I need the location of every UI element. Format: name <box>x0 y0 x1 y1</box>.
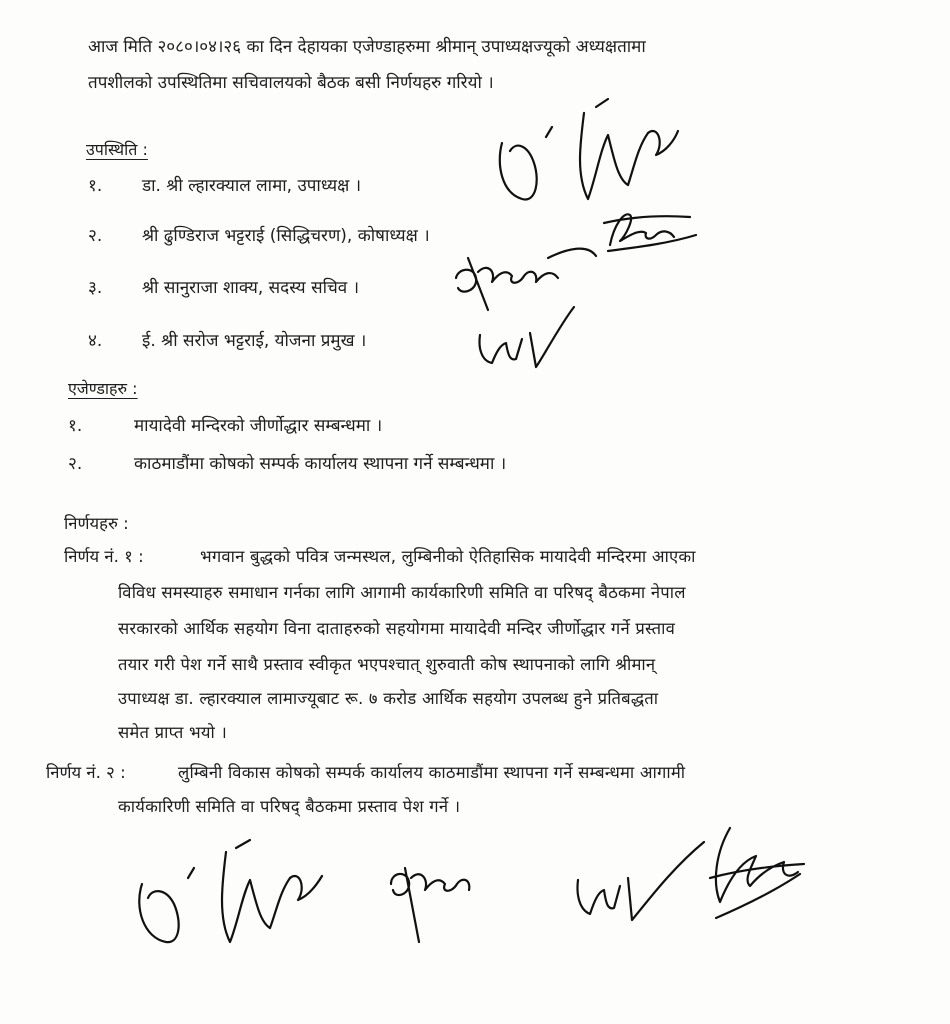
decision-1-line-4: तयार गरी पेश गर्ने साथै प्रस्ताव स्वीकृत भएपश्चात् शुरुवाती कोष स्थापनाको लागि श्रीमान् <box>118 655 656 674</box>
attendance-item-1: डा. श्री ल्हारक्याल लामा, उपाध्यक्ष । <box>142 176 362 196</box>
signature-planning-head-bottom <box>570 830 710 940</box>
decision-1-label: निर्णय नं. १ : <box>64 547 144 566</box>
decision-2-label: निर्णय नं. २ : <box>46 763 126 782</box>
decision-1-line-1: भगवान बुद्धको पवित्र जन्मस्थल, लुम्बिनीको ऐतिहासिक मायादेवी मन्दिरमा आएका <box>200 547 696 566</box>
intro-line-1: आज मिति २०८०।०४।२६ का दिन देहायका एजेण्डाहरुमा श्रीमान् उपाध्यक्षज्यूको अध्यक्षतामा <box>88 37 646 57</box>
attendance-item-2: श्री ढुण्डिराज भट्टराई (सिद्धिचरण), कोषाध्यक्ष । <box>142 226 430 246</box>
signature-treasurer-top <box>600 205 700 255</box>
decisions-heading: निर्णयहरु : <box>64 514 129 533</box>
agenda-num-1: १. <box>68 416 83 436</box>
attendance-item-3: श्री सानुराजा शाक्य, सदस्य सचिव । <box>142 278 360 298</box>
attendance-num-2: २. <box>88 226 103 246</box>
attendance-item-4: ई. श्री सरोज भट्टराई, योजना प्रमुख । <box>142 331 367 351</box>
agenda-num-2: २. <box>68 454 83 474</box>
signature-vice-chair-bottom <box>126 838 336 958</box>
agenda-heading: एजेण्डाहरु : <box>68 379 138 398</box>
attendance-num-4: ४. <box>88 331 103 351</box>
decision-1-line-2: विविध समस्याहरु समाधान गर्नका लागि आगामी कार्यकारिणी समिति वा परिषद् बैठकमा नेपाल <box>118 583 686 602</box>
agenda-item-1: मायादेवी मन्दिरको जीर्णोद्धार सम्बन्धमा । <box>134 416 383 436</box>
decision-1-line-3: सरकारको आर्थिक सहयोग विना दाताहरुको सहयोगमा मायादेवी मन्दिर जीर्णोद्धार गर्ने प्रस्ताव <box>118 619 676 638</box>
attendance-num-3: ३. <box>88 278 103 298</box>
attendance-heading: उपस्थिति : <box>86 140 148 159</box>
signature-planning-head-top <box>470 305 580 385</box>
signature-member-secretary-bottom <box>700 822 810 932</box>
attendance-num-1: १. <box>88 176 103 196</box>
intro-line-2: तपशीलको उपस्थितिमा सचिवालयको बैठक बसी निर्णयहरु गरियो । <box>88 73 494 93</box>
decision-2-line-2: कार्यकारिणी समिति वा परिषद् बैठकमा प्रस्ताव पेश गर्ने । <box>118 797 461 816</box>
decision-1-line-6: समेत प्राप्त भयो । <box>118 723 228 742</box>
decision-1-line-5: उपाध्यक्ष डा. ल्हारक्याल लामाज्यूबाट रू. ७ करोड आर्थिक सहयोग उपलब्ध हुने प्रतिबद्धता <box>118 689 659 708</box>
decision-2-line-1: लुम्बिनी विकास कोषको सम्पर्क कार्यालय काठमाडौंमा स्थापना गर्ने सम्बन्धमा आगामी <box>178 763 686 782</box>
signature-treasurer-bottom <box>385 858 485 948</box>
signature-vice-chair-top <box>488 95 688 215</box>
agenda-item-2: काठमाडौंमा कोषको सम्पर्क कार्यालय स्थापना गर्ने सम्बन्धमा । <box>134 454 507 474</box>
